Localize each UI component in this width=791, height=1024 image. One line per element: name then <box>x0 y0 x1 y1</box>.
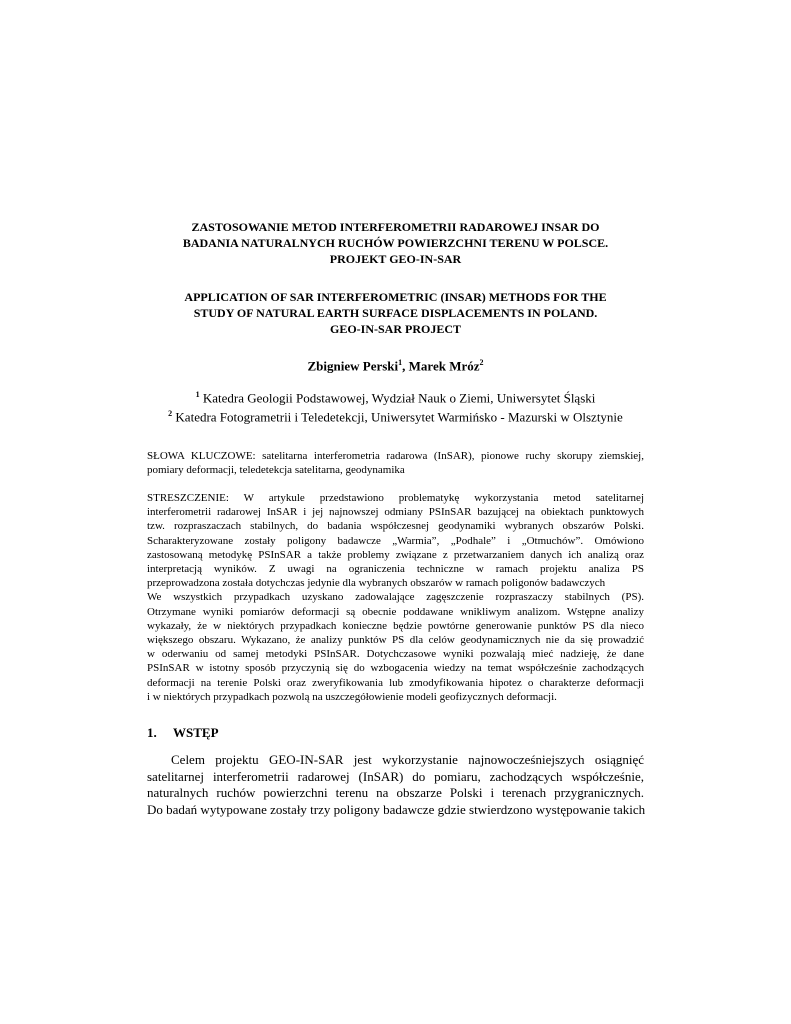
polish-title-line: PROJEKT GEO-IN-SAR <box>329 252 462 266</box>
polish-title-line: BADANIA NATURALNYCH RUCHÓW POWIERZCHNI TERENU W POLSCE. <box>182 236 609 250</box>
english-title-line: STUDY OF NATURAL EARTH SURFACE DISPLACEMENTS IN POLAND. <box>193 306 598 320</box>
author-separator: , <box>402 358 409 374</box>
author-affiliation-mark: 2 <box>479 358 484 367</box>
keywords-line: SŁOWA KLUCZOWE: satelitarna interferometria radarowa (InSAR), pionowe ruchy skorupy ziemskiej, <box>147 450 644 462</box>
abstract-line: i w niektórych przypadkach pozwolą na uszczegółowienie modeli geofizycznych deformacji. <box>147 690 557 703</box>
abstract-line: tzw. rozpraszaczach stabilnych, do badania współczesnej geodynamiki wybranych obszarów Polski. <box>147 520 644 533</box>
abstract-line: PSInSAR w istotny sposób przyczynią się do wzbogacenia wiedzy na temat współcześnie zachodzących <box>147 662 644 675</box>
author-name: Marek Mróz <box>408 358 480 374</box>
abstract-paragraph <box>147 491 644 704</box>
affiliation-text: Katedra Fotogrametrii i Teledetekcji, Uniwersytet Warmińsko - Mazurski w Olsztynie <box>172 409 623 425</box>
english-title <box>140 289 651 337</box>
english-title-line: APPLICATION OF SAR INTERFEROMETRIC (INSAR) METHODS FOR THE <box>184 290 607 304</box>
abstract-line: We wszystkich przypadkach uzyskano zadowalające zagęszczenie rozpraszaczy stabilnych (PS). <box>147 591 644 604</box>
polish-title-line: ZASTOSOWANIE METOD INTERFEROMETRII RADAROWEJ INSAR DO <box>191 220 600 234</box>
abstract-line: w oderwaniu od samej metodyki PSInSAR. Dotychczasowe wyniki pozwalają mieć nadzieję, że dane <box>147 648 644 661</box>
abstract-line: STRESZCZENIE: W artykule przedstawiono problematykę wykorzystania metod satelitarnej <box>147 492 644 504</box>
affiliation-mark: 2 <box>168 409 173 419</box>
intro-paragraph <box>147 752 644 818</box>
abstract-line: zastosowaną metodykę PSInSAR a także problemy związane z przetwarzaniem danych ich analizą oraz <box>147 548 644 561</box>
authors <box>140 358 651 374</box>
intro-line: Celem projektu GEO-IN-SAR jest wykorzystanie najnowocześniejszych osiągnięć <box>171 752 644 767</box>
author-name: Zbigniew Perski <box>307 358 399 374</box>
affiliation <box>120 406 671 425</box>
polish-title <box>140 219 651 267</box>
abstract-line: interpretacją wyników. Z uwagi na ograniczenia techniczne w ramach projektu analiza PS <box>147 563 644 576</box>
author-affiliation-mark: 1 <box>398 358 403 367</box>
intro-line: naturalnych ruchów powierzchni terenu na obszarze Polski i terenach przygranicznych. <box>147 785 644 800</box>
affiliation-text: Katedra Geologii Podstawowej, Wydział Nauk o Ziemi, Uniwersytet Śląski <box>199 390 596 406</box>
affiliations <box>120 387 671 426</box>
affiliation <box>120 387 671 406</box>
english-title-line: GEO-IN-SAR PROJECT <box>329 322 461 336</box>
abstract-line: większego obszaru. Wykazano, że analizy punktów PS dla celów geodynamicznych nie da się prowadzić <box>147 634 644 647</box>
affiliation-mark: 1 <box>195 390 200 399</box>
abstract-line: wykazały, że w niektórych przypadkach konieczne będzie powtórne generowanie punktów PS dla nieco <box>147 619 644 632</box>
intro-line: satelitarnej interferometrii radarowej (InSAR) do pomiaru, zachodzących współcześnie, <box>147 768 644 784</box>
abstract-line: interferometrii radarowej InSAR i jej najnowszej odmiany PSInSAR bazującej na obiektach punktowych <box>147 506 644 519</box>
keywords-paragraph <box>147 449 644 477</box>
abstract-line: przeprowadzona została dotychczas jedynie dla wybranych obszarów w ramach poligonów badawczych <box>147 577 606 590</box>
section-number: 1. <box>147 725 157 740</box>
abstract-line: Scharakteryzowane zostały poligony badawcze „Warmia”, „Podhale” i „Otmuchów”. Omówiono <box>147 534 644 547</box>
abstract-line: deformacji na terenie Polski oraz zweryfikowania lub zmodyfikowania hipotez o charakterze deformacji <box>147 676 644 689</box>
section-title: WSTĘP <box>173 725 219 740</box>
section-heading <box>147 725 219 741</box>
abstract-line: Otrzymane wyniki pomiarów deformacji są obecnie poddawane wnikliwym analizom. Wstępne analizy <box>147 605 644 618</box>
keywords-line: pomiary deformacji, teledetekcja satelitarna, geodynamika <box>147 464 405 477</box>
intro-line: Do badań wytypowane zostały trzy poligony badawcze gdzie stwierdzono występowanie takich <box>147 801 646 817</box>
